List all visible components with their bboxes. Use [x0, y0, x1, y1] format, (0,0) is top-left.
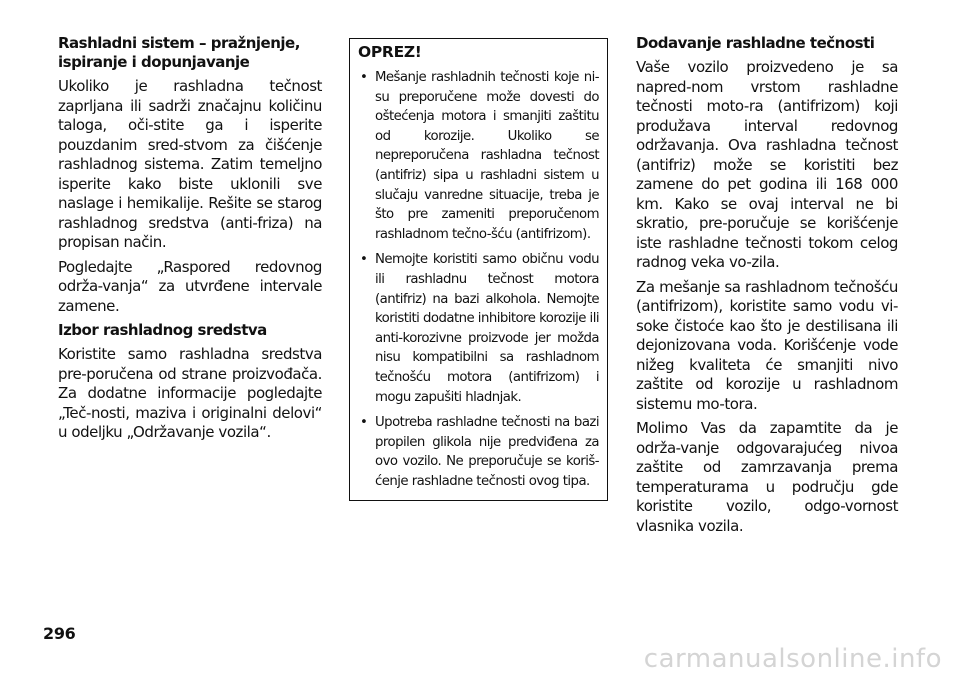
caution-item — [358, 68, 599, 244]
paragraph-maintenance-schedule: Pogledajte „Raspored redovnog održa-vanja“ za utvrđene intervale zamene. — [58, 257, 322, 315]
paragraph-cooling-flush: Ukoliko je rashladna tečnost zaprljana ili sadrži značajnu količinu taloga, oči-stite ga i isperite pouzdanim sred-stvom za čišćenje rashladnog sistema. Zatim temeljno isperite kako biste uklonili sve naslage i hemikalije. Rešite se starog rashladnog sredstva (anti-friza) na propisan način. — [58, 77, 322, 251]
section-heading-adding-coolant: Dodavanje rashladne tečnosti — [636, 34, 875, 52]
caution-title: OPREZ! — [358, 43, 422, 61]
paragraph-coolant-selection: Koristite samo rashladna sredstva pre-poručena od strane proizvođača. Za dodatne informacije pogledajte „Teč-nosti, maziva i originalni delovi“ u odeljku „Održavanje vozila“. — [58, 345, 322, 441]
left-column — [58, 34, 322, 448]
right-column — [636, 34, 898, 541]
middle-column — [349, 38, 608, 501]
caution-item-text: Mešanje rashladnih tečnosti koje ni-su preporučene može dovesti do oštećenja motora i smanjiti zaštitu od korozije. Ukoliko se nepreporučena rashladna tečnost (antifriz) sipa u rashladni sistem u slučaju vanredne situacije, treba je što pre zameniti preporučenom rashladnom tečno-šću (antifrizom). — [375, 70, 599, 242]
paragraph-coolant-type: Vaše vozilo proizvedeno je sa napred-nom vrstom rashladne tečnosti moto-ra (antifrizom) koji produžava interval redovnog održavanja. Ova rashladna tečnost (antifriz) može se koristiti bez zamene do pet godina ili 168 000 km. Kako se ovaj interval ne bi skratio, pre-poručuje se korišćenje iste rashladne tečnosti tokom celog radnog veka vo-zila. — [636, 58, 898, 271]
bullet-icon: • — [360, 70, 368, 85]
bullet-icon: • — [360, 415, 368, 431]
paragraph-owner-responsibility: Molimo Vas da zapamtite da je održa-vanje odgovarajućeg nivoa zaštite od zamrzavanja prema temperaturama u području gde koristite vozilo, odgo-vornost vlasnika vozila. — [636, 419, 898, 535]
section-heading-cooling-flush: Rashladni sistem – pražnjenje, ispiranje i dopunjavanje — [58, 34, 300, 71]
page-number: 296 — [43, 624, 76, 643]
caution-item-text: Nemojte koristiti samo običnu vodu ili rashladnu tečnost motora (antifriz) na bazi alkohola. Nemojte koristiti dodatne inhibitore korozije ili anti-korozivne proizvode jer možda nisu kompatibilni sa rashladnom tečnošću motora (antifrizom) i mogu zapušiti hladnjak. — [375, 252, 599, 405]
section-heading-coolant-selection: Izbor rashladnog sredstva — [58, 321, 267, 339]
caution-box — [349, 38, 608, 501]
paragraph-mixing-water: Za mešanje sa rashladnom tečnošću (antifrizom), koristite samo vodu vi-soke čistoće kao što je destilisana ili dejonizovana voda. Korišćenje vode nižeg kvaliteta će smanjiti nivo zaštite od korozije u rashladnom sistemu mo-tora. — [636, 277, 898, 413]
watermark: carmanualsonline.info — [643, 644, 942, 674]
caution-item — [358, 413, 599, 491]
bullet-icon: • — [360, 252, 368, 268]
caution-item — [358, 250, 599, 407]
caution-item-text: Upotreba rashladne tečnosti na bazi propilen glikola nije predviđena za ovo vozilo. Ne preporučuje se koriš-ćenje rashladne tečnosti ovog tipa. — [375, 415, 599, 489]
